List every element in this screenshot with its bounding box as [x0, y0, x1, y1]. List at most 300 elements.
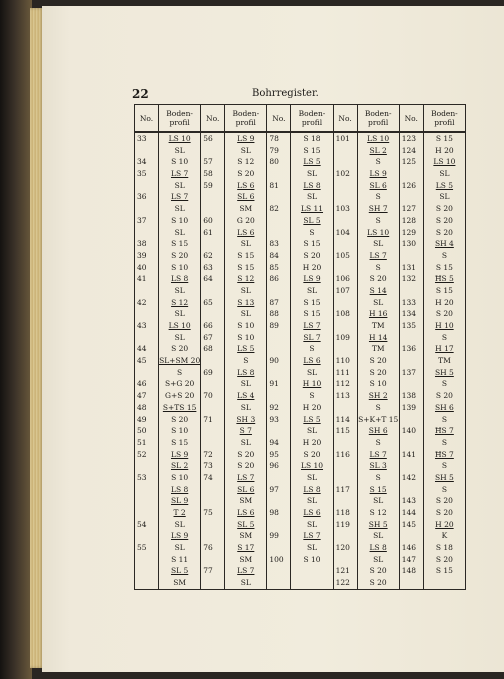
borehole-number: 36	[137, 192, 147, 202]
soil-profile-entry: SH 4	[434, 239, 454, 249]
borehole-number: 74	[203, 472, 213, 482]
borehole-number	[334, 495, 357, 507]
borehole-number	[201, 355, 224, 367]
borehole-number: 105	[335, 250, 350, 260]
soil-profile-entry: LS 7	[369, 250, 387, 260]
borehole-number	[201, 577, 224, 589]
borehole-number	[334, 437, 357, 449]
borehole-number	[201, 519, 224, 531]
soil-profile-entry: S 20	[435, 554, 453, 564]
soil-profile-entry: SL	[306, 426, 318, 436]
number-column	[135, 132, 159, 589]
borehole-number: 53	[137, 472, 147, 482]
borehole-number: 63	[203, 262, 213, 272]
soil-profile-entry: SL	[306, 519, 318, 529]
borehole-number	[201, 203, 224, 215]
soil-profile-entry: SM	[239, 554, 253, 564]
soil-profile-entry: S 20	[369, 356, 387, 366]
soil-profile-entry: S 20	[435, 227, 453, 237]
borehole-number	[267, 425, 290, 437]
soil-profile-entry: ĦS 7	[434, 449, 454, 459]
soil-profile-entry: S 10	[237, 332, 255, 342]
borehole-number: 61	[203, 227, 213, 237]
borehole-number: 51	[137, 437, 147, 447]
soil-profile-entry: S 15	[171, 239, 189, 249]
soil-profile-entry: SL 2	[170, 461, 189, 471]
soil-profile-entry: H 10	[435, 321, 454, 330]
borehole-number	[135, 530, 158, 542]
borehole-number: 86	[269, 274, 279, 284]
borehole-number	[334, 297, 357, 309]
borehole-number	[201, 495, 224, 507]
soil-profile-entry: SL	[174, 332, 185, 342]
borehole-number	[267, 519, 290, 531]
soil-profile-entry: S	[375, 215, 381, 225]
borehole-number: 82	[269, 204, 279, 214]
soil-profile-entry: LS 7	[369, 449, 387, 459]
soil-profile-entry: SL	[373, 297, 384, 307]
soil-profile-entry: H 14	[368, 332, 388, 342]
soil-profile-entry: LS 7	[303, 321, 321, 330]
soil-profile-entry: S 20	[171, 414, 189, 424]
borehole-number: 114	[335, 414, 350, 424]
soil-profile-entry: LS 9	[170, 449, 189, 459]
soil-profile-entry: S 20	[435, 215, 453, 225]
borehole-number: 148	[401, 566, 417, 576]
soil-profile-entry: S 20	[171, 344, 189, 354]
soil-profile-entry: S	[441, 332, 447, 342]
profile-column	[225, 132, 267, 589]
soil-profile-entry: S 20	[435, 391, 453, 401]
profile-column	[357, 132, 399, 589]
soil-profile-entry: H 20	[302, 262, 322, 272]
soil-profile-entry: LS 7	[237, 472, 255, 482]
soil-profile-entry: SL	[174, 227, 185, 237]
soil-profile-entry: H 10	[302, 379, 322, 389]
soil-profile-entry: SL	[240, 239, 251, 249]
borehole-number: 120	[335, 543, 350, 553]
soil-profile-entry: LS 6	[303, 356, 321, 366]
number-column	[399, 132, 423, 589]
borehole-number	[267, 168, 290, 180]
soil-profile-entry: S 15	[435, 285, 453, 295]
soil-profile-entry: ĦS 5	[434, 274, 454, 284]
borehole-number: 112	[335, 379, 350, 389]
borehole-number: 81	[269, 180, 279, 190]
borehole-number	[267, 542, 290, 554]
soil-profile-entry: S 10	[237, 321, 255, 330]
soil-profile-entry: SH 5	[434, 367, 454, 377]
borehole-number: 92	[269, 402, 279, 412]
soil-profile-entry: S	[309, 227, 315, 237]
soil-profile-entry: SL	[240, 437, 251, 447]
soil-profile-entry: SL	[174, 180, 185, 190]
borehole-number: 62	[203, 250, 213, 260]
soil-profile-entry: SH 6	[368, 426, 388, 436]
soil-profile-entry: S 15	[303, 297, 321, 307]
borehole-number: 136	[401, 344, 417, 354]
borehole-number	[201, 530, 224, 542]
soil-profile-entry: G+S 20	[164, 391, 195, 401]
borehole-number: 141	[401, 449, 417, 459]
soil-profile-entry: LS 4	[237, 391, 255, 401]
borehole-number: 54	[137, 519, 147, 529]
soil-profile-entry: S	[441, 414, 447, 424]
soil-profile-entry: S 20	[303, 449, 321, 459]
borehole-number	[201, 238, 224, 250]
soil-profile-entry: SL 2	[369, 145, 387, 155]
borehole-number	[135, 203, 158, 215]
soil-profile-entry: SL	[306, 496, 318, 506]
borehole-number: 68	[203, 344, 213, 354]
borehole-number	[135, 180, 158, 192]
borehole-number: 116	[335, 449, 350, 459]
borehole-number: 84	[269, 250, 279, 260]
soil-profile-entry: LS 6	[237, 508, 255, 517]
soil-profile-entry: SL	[373, 239, 384, 249]
borehole-number	[267, 332, 290, 344]
soil-profile-entry: SL	[373, 531, 384, 541]
soil-profile-entry: S 20	[171, 250, 189, 260]
soil-profile-entry: SL+SM 20	[159, 356, 201, 366]
soil-profile-entry: SL	[174, 204, 185, 214]
soil-profile-entry: SL	[240, 145, 251, 155]
soil-profile-entry: SL	[306, 472, 318, 482]
borehole-number: 48	[137, 402, 147, 412]
soil-profile-entry: LS 6	[237, 227, 255, 237]
borehole-number: 102	[335, 169, 350, 179]
borehole-number: 94	[269, 437, 279, 447]
soil-profile-entry: H 20	[302, 402, 322, 412]
borehole-number: 71	[203, 414, 213, 424]
soil-profile-entry: S 15	[237, 262, 255, 272]
soil-profile-entry: SM	[239, 496, 253, 506]
borehole-number: 88	[269, 309, 279, 319]
soil-profile-entry: SL 5	[303, 215, 321, 225]
soil-profile-entry: LS 7	[170, 169, 189, 179]
borehole-number: 139	[401, 402, 417, 412]
page-title: Bohrregister.	[252, 88, 319, 99]
borehole-number: 100	[269, 554, 284, 564]
soil-profile-entry: SL	[174, 145, 185, 155]
soil-profile-entry: S 15	[171, 437, 189, 447]
soil-profile-entry: LS 6	[303, 508, 321, 517]
borehole-number: 50	[137, 426, 147, 436]
borehole-number: 145	[401, 519, 417, 529]
borehole-number	[135, 308, 158, 320]
borehole-number: 40	[137, 262, 147, 272]
soil-profile-entry: SL 6	[369, 180, 387, 190]
soil-profile-entry: TM	[371, 321, 385, 330]
borehole-number	[201, 285, 224, 297]
soil-profile-entry: S 13	[237, 297, 255, 307]
borehole-number: 109	[335, 332, 350, 342]
borehole-number: 127	[401, 204, 417, 214]
number-column	[267, 132, 291, 589]
borehole-number: 76	[203, 543, 213, 553]
soil-profile-entry: S	[441, 250, 447, 260]
borehole-number: 49	[137, 414, 147, 424]
soil-profile-entry: SL 7	[303, 332, 321, 342]
borehole-number: 138	[401, 391, 417, 401]
soil-profile-entry: SL	[240, 578, 251, 588]
soil-profile-entry: S 20	[303, 250, 321, 260]
borehole-number	[267, 495, 290, 507]
borehole-number: 108	[335, 309, 350, 319]
borehole-number	[135, 507, 158, 519]
soil-profile-entry: SH 2	[368, 391, 388, 401]
borehole-number: 56	[203, 134, 213, 143]
borehole-number: 143	[401, 496, 417, 506]
soil-profile-entry: SL	[174, 543, 185, 553]
borehole-number	[400, 530, 423, 542]
borehole-number: 117	[335, 484, 350, 494]
soil-profile-entry: SL	[174, 285, 185, 295]
soil-profile-entry: S 20	[435, 204, 453, 214]
soil-profile-entry: SH 7	[368, 204, 388, 214]
borehole-number: 124	[401, 145, 417, 155]
borehole-number: 130	[401, 239, 417, 249]
column-header-profile: Boden- profil	[423, 105, 465, 133]
borehole-number	[334, 145, 357, 157]
borehole-number: 126	[401, 180, 417, 190]
soil-profile-entry: S 10	[303, 554, 321, 564]
soil-profile-entry: S 15	[303, 309, 321, 319]
table-header-row	[135, 105, 466, 133]
soil-profile-entry: S 17	[237, 543, 255, 553]
borehole-number: 39	[137, 250, 147, 260]
borehole-number: 147	[401, 554, 417, 564]
soil-profile-entry: S 18	[303, 134, 321, 143]
column-header-number: No.	[135, 105, 159, 133]
soil-profile-entry: S	[309, 344, 315, 354]
borehole-number: 41	[137, 274, 147, 284]
borehole-number	[400, 285, 423, 297]
soil-profile-entry: S 15	[369, 484, 387, 494]
profile-column	[159, 132, 201, 589]
borehole-number: 118	[335, 508, 350, 517]
borehole-number: 87	[269, 297, 279, 307]
soil-profile-entry: SL	[306, 192, 318, 202]
soil-profile-entry: SL	[439, 192, 450, 202]
borehole-number: 42	[137, 297, 147, 307]
borehole-number	[334, 343, 357, 355]
soil-profile-entry: S 12	[237, 274, 255, 284]
soil-profile-entry: SH 6	[434, 402, 454, 412]
soil-profile-entry: S 18	[435, 543, 453, 553]
borehole-number	[135, 145, 158, 157]
soil-profile-entry: S 10	[171, 472, 189, 482]
soil-profile-entry: S 20	[435, 508, 453, 517]
soil-profile-entry: SL	[306, 169, 318, 179]
column-header-profile: Boden- profil	[291, 105, 333, 133]
borehole-number: 107	[335, 285, 350, 295]
soil-profile-entry: SL 5	[237, 519, 255, 529]
borehole-number	[334, 530, 357, 542]
soil-profile-entry: S+TS 15	[162, 402, 197, 412]
borehole-number: 93	[269, 414, 279, 424]
borehole-number	[135, 495, 158, 507]
borehole-number	[400, 378, 423, 390]
borehole-number: 137	[401, 367, 417, 377]
soil-profile-entry: S	[441, 461, 447, 471]
soil-profile-entry: S 10	[369, 379, 387, 389]
soil-profile-entry: S 20	[369, 274, 387, 284]
column-header-number: No.	[201, 105, 225, 133]
soil-profile-entry: LS 10	[300, 461, 324, 471]
borehole-number	[334, 320, 357, 332]
borehole-number	[201, 378, 224, 390]
borehole-number: 67	[203, 332, 213, 342]
borehole-number: 80	[269, 157, 279, 167]
soil-profile-entry: LS 7	[170, 192, 189, 202]
borehole-number: 85	[269, 262, 279, 272]
borehole-number: 135	[401, 321, 417, 330]
soil-profile-entry: S	[441, 437, 447, 447]
borehole-number	[400, 191, 423, 203]
soil-profile-entry: SL	[306, 543, 318, 553]
borehole-number: 57	[203, 157, 213, 167]
soil-profile-entry: H 20	[435, 519, 454, 529]
soil-profile-entry: LS 5	[237, 344, 255, 354]
soil-profile-entry: LS 10	[433, 157, 456, 167]
column-header-number: No.	[333, 105, 357, 133]
borehole-number: 78	[269, 134, 279, 143]
borehole-number	[201, 191, 224, 203]
borehole-number: 73	[203, 461, 213, 471]
soil-profile-entry: S 15	[237, 250, 255, 260]
borehole-number: 66	[203, 321, 213, 330]
soil-profile-entry: SL 5	[170, 566, 189, 576]
borehole-number: 91	[269, 379, 279, 389]
page-number: 22	[132, 87, 149, 101]
soil-profile-entry: LS 9	[369, 169, 387, 179]
soil-profile-entry: LS 11	[300, 204, 324, 214]
borehole-number: 119	[335, 519, 350, 529]
soil-profile-entry: H 20	[302, 437, 322, 447]
soil-profile-entry: LS 5	[303, 414, 321, 424]
soil-profile-entry: S 10	[171, 262, 189, 272]
number-column	[201, 132, 225, 589]
soil-profile-entry: SL	[373, 496, 384, 506]
borehole-number: 37	[137, 215, 147, 225]
soil-profile-entry: S 10	[171, 215, 189, 225]
borehole-number: 83	[269, 239, 279, 249]
soil-profile-entry: SL	[439, 169, 450, 179]
borehole-number: 98	[269, 508, 279, 517]
borehole-number	[400, 460, 423, 472]
soil-profile-entry: SM	[239, 531, 253, 541]
soil-profile-entry: S 15	[303, 239, 321, 249]
borehole-number	[334, 460, 357, 472]
borehole-number: 52	[137, 449, 147, 459]
borehole-number	[135, 332, 158, 344]
column-header-number: No.	[399, 105, 423, 133]
soil-profile-entry: S 7	[239, 426, 252, 436]
borehole-number: 47	[137, 391, 147, 401]
soil-profile-entry: SM	[239, 204, 253, 214]
borehole-number	[201, 145, 224, 157]
soil-profile-entry: SH 3	[236, 414, 256, 424]
soil-profile-entry: SL 9	[170, 496, 189, 506]
borehole-number: 59	[203, 180, 213, 190]
borehole-number	[334, 262, 357, 274]
soil-profile-entry: S	[375, 262, 381, 272]
borehole-number	[334, 156, 357, 168]
borehole-number	[267, 343, 290, 355]
column-header-profile: Boden- profil	[357, 105, 399, 133]
soil-profile-entry: SL	[306, 285, 318, 295]
borehole-number: 38	[137, 239, 147, 249]
borehole-number	[135, 554, 158, 566]
soil-profile-entry: LS 9	[237, 134, 255, 143]
borehole-number: 103	[335, 204, 350, 214]
borehole-number: 75	[203, 508, 213, 517]
borehole-number: 133	[401, 297, 417, 307]
borehole-number: 128	[401, 215, 417, 225]
borehole-number: 35	[137, 169, 147, 179]
soil-profile-entry: LS 5	[435, 180, 454, 190]
number-column	[333, 132, 357, 589]
borehole-number	[267, 472, 290, 484]
borehole-number	[334, 238, 357, 250]
borehole-number: 132	[401, 274, 417, 284]
soil-profile-entry: SL 6	[237, 484, 255, 494]
borehole-number	[334, 472, 357, 484]
borehole-number: 55	[137, 543, 147, 553]
borehole-number: 96	[269, 461, 279, 471]
borehole-number	[267, 227, 290, 239]
soil-profile-entry: LS 8	[303, 484, 321, 494]
borehole-number	[400, 332, 423, 344]
soil-profile-entry: SL	[240, 402, 251, 412]
borehole-number	[334, 180, 357, 192]
profile-column	[291, 132, 333, 589]
soil-profile-entry: S 11	[171, 554, 189, 564]
soil-profile-entry: ĦS 7	[434, 426, 454, 436]
borehole-number: 79	[269, 145, 279, 155]
soil-profile-entry: S 20	[237, 461, 255, 471]
soil-profile-entry: SL 3	[369, 461, 387, 471]
borehole-number	[201, 402, 224, 414]
borehole-number	[267, 285, 290, 297]
borehole-number	[400, 437, 423, 449]
soil-profile-entry: S+G 20	[164, 379, 195, 389]
table-body-row	[135, 132, 466, 589]
soil-profile-entry: S+K+T 15	[358, 414, 399, 424]
column-header-number: No.	[267, 105, 291, 133]
soil-profile-entry: SL	[174, 519, 185, 529]
soil-profile-entry: S	[375, 472, 381, 482]
borehole-number	[201, 425, 224, 437]
soil-profile-entry: S 12	[237, 157, 255, 167]
drilling-register-table	[134, 104, 466, 590]
borehole-number: 70	[203, 391, 213, 401]
borehole-number: 72	[203, 449, 213, 459]
borehole-number: 101	[335, 134, 350, 143]
borehole-number	[400, 355, 423, 367]
soil-profile-entry: S 12	[369, 508, 387, 517]
soil-profile-entry: LS 9	[170, 531, 189, 541]
borehole-number: 60	[203, 215, 213, 225]
soil-profile-entry: S	[177, 367, 183, 377]
soil-profile-entry: S 20	[435, 309, 453, 319]
borehole-number	[201, 554, 224, 566]
soil-profile-entry: SH 5	[368, 519, 388, 529]
soil-profile-entry: S 20	[369, 566, 387, 576]
borehole-number	[201, 308, 224, 320]
borehole-number: 123	[401, 134, 417, 143]
